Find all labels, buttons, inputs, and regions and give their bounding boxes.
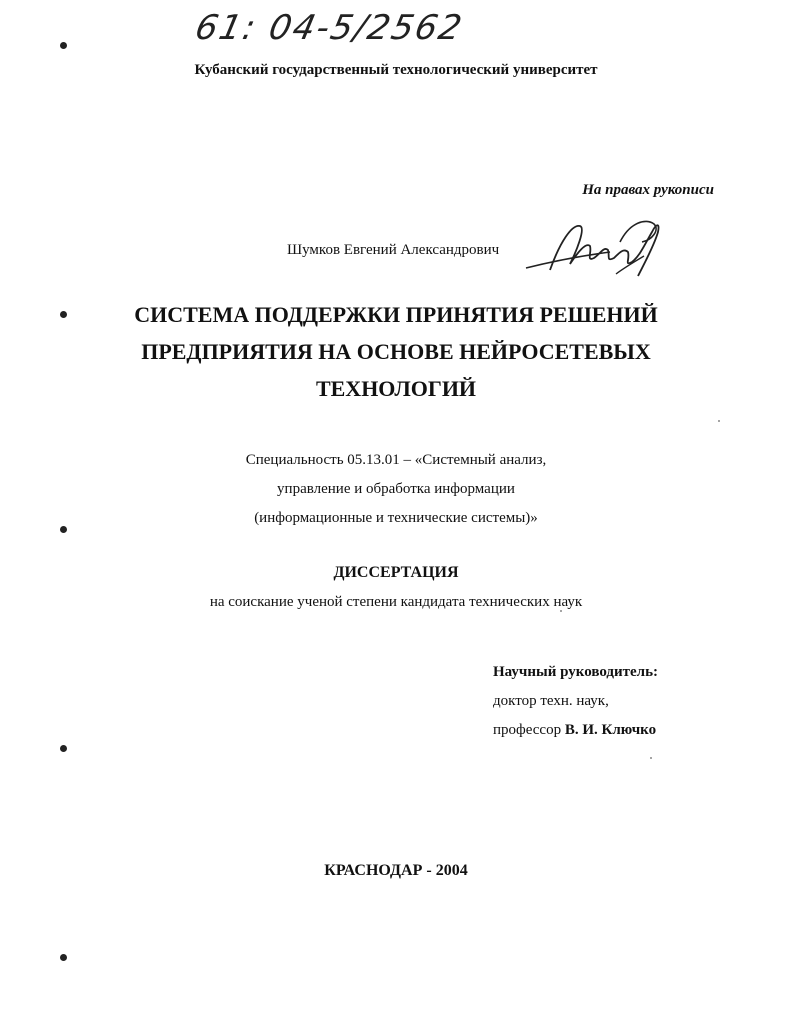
scan-speck: [560, 610, 562, 612]
speciality-line-1: Специальность 05.13.01 – «Системный анализ,: [245, 452, 547, 468]
scan-margin-dot: [60, 954, 67, 961]
title-line-3: ТЕХНОЛОГИЙ: [315, 376, 477, 401]
supervisor-block: [493, 658, 658, 745]
scan-margin-dot: [60, 311, 67, 318]
scan-speck: [718, 420, 720, 422]
degree-statement: на соискание ученой степени кандидата технических наук: [209, 594, 583, 610]
title-line-2: ПРЕДПРИЯТИЯ НА ОСНОВЕ НЕЙРОСЕТЕВЫХ: [141, 339, 651, 364]
speciality-line-3: (информационные и технические системы)»: [254, 510, 538, 526]
rights-note: На правах рукописи: [582, 182, 714, 198]
scan-margin-dot: [60, 526, 67, 533]
speciality-line-2: управление и обработка информации: [277, 481, 515, 497]
speciality-block: [0, 446, 792, 533]
university-name: Кубанский государственный технологический университет: [194, 62, 598, 78]
supervisor-label: Научный руководитель:: [493, 664, 658, 680]
dissertation-title: [0, 296, 792, 407]
dissertation-heading: ДИССЕРТАЦИЯ: [333, 564, 459, 581]
author-signature: [520, 212, 680, 292]
supervisor-name: В. И. Ключко: [564, 722, 657, 738]
scan-speck: [650, 757, 652, 759]
scan-margin-dot: [60, 745, 67, 752]
scan-margin-dot: [60, 42, 67, 49]
supervisor-position: профессор: [493, 722, 562, 738]
title-line-1: СИСТЕМА ПОДДЕРЖКИ ПРИНЯТИЯ РЕШЕНИЙ: [134, 302, 658, 327]
supervisor-degree: доктор техн. наук,: [493, 693, 609, 709]
archive-code-handwritten: 61: 04-5/2562: [191, 8, 467, 48]
city-year: КРАСНОДАР - 2004: [324, 862, 468, 879]
supervisor-position-line: [493, 716, 658, 745]
author-name: Шумков Евгений Александрович: [287, 242, 500, 258]
